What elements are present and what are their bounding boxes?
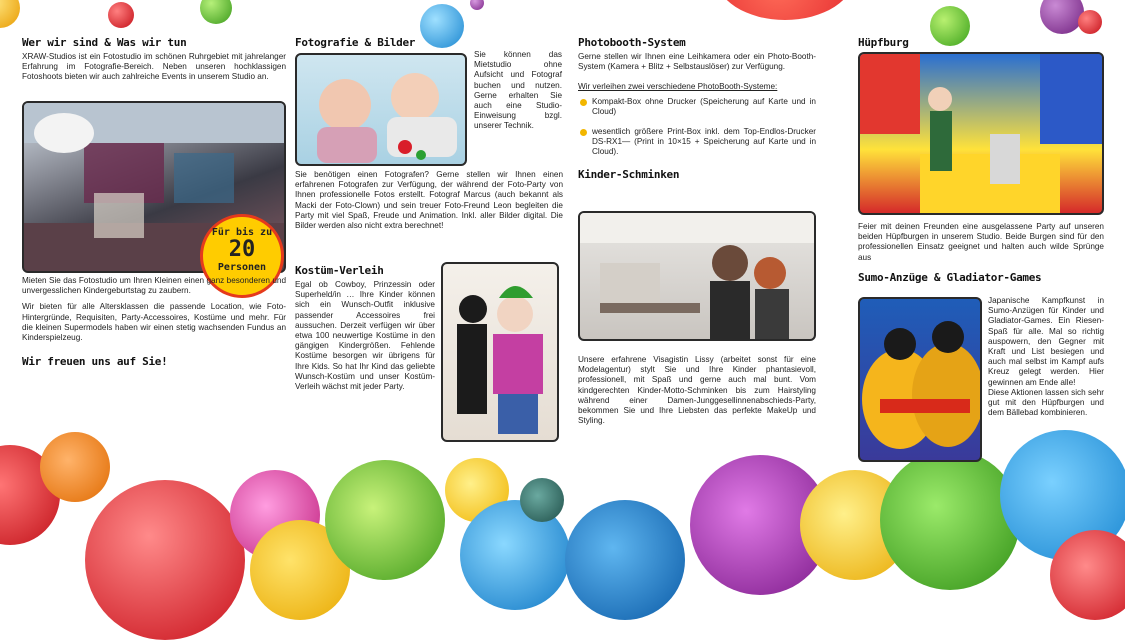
ball-decoration (470, 0, 484, 10)
photography-body-text: Sie benötigen einen Fotografen? Gerne stellen wir Ihnen einen erfahrenen Fotografen zur Verfügung, der während der Foto-Party von Ihnen professionelle Fotos erstellt. Fotograf Marcus (auch bekannt als Macki der Foto-Clown) und sein treuer Foto-Freund Leon begleiten die Party mit viel Spaß, Freude und Animation. Inkl. aller Bilder digital. Die Bilder werden also nicht extra berechnet! (295, 170, 563, 231)
ball-decoration (325, 460, 445, 580)
photobooth-item: Kompakt-Box ohne Drucker (Speicherung auf Karte und in Cloud) (578, 97, 816, 117)
heading-photography: Fotografie & Bilder (295, 36, 416, 49)
about-para3: Wir bieten für alle Altersklassen die passende Location, wie Foto-Hintergründe, Requisiten, Party-Accessoires, Kostüme und mehr. Für die kleinen Supermodels haben wir einen stetig wachsenden Fundus an Kinderspielzeug. (22, 302, 286, 343)
ball-decoration (0, 0, 20, 28)
heading-photobooth: Photobooth-System (578, 36, 686, 49)
heading-costume: Kostüm-Verleih (295, 264, 384, 277)
ball-decoration (108, 2, 134, 28)
column-about-lower (22, 276, 286, 371)
sumo-text: Japanische Kampfkunst in Sumo-Anzügen für Kinder und Gladiator-Games. Ein Riesen-Spaß für alle. Mal so richtig auspowern, den Gegner mit Kraft und List besiegen und auch mal selbst im Kampf aufs Kreuz gelegt werden. Hier gewinnen am Ende alle! (988, 296, 1104, 387)
photography-side (474, 50, 562, 138)
costume-section (295, 264, 435, 398)
photography-body (295, 170, 563, 237)
makeup-photo (578, 211, 816, 341)
photobooth-intro: Gerne stellen wir Ihnen eine Leihkamera oder ein Photo-Booth-System (Kamera + Blitz + Selbstauslöser) zur Verfügung. (578, 52, 816, 72)
column-bouncy (858, 36, 1104, 52)
badge-line1: Für bis zu (211, 227, 273, 238)
heading-bouncy: Hüpfburg (858, 36, 909, 49)
heading-sumo: Sumo-Anzüge & Gladiator-Games (858, 270, 1042, 284)
column-photobooth (578, 36, 816, 184)
ball-decoration (40, 432, 110, 502)
photobooth-item: wesentlich größere Print-Box inkl. dem Top-Endlos-Drucker DS-RX1— (Print in 10×15 + Speicherung auf Karte und in Cloud). (578, 127, 816, 158)
sumo-section (988, 296, 1104, 424)
about-para2: Mieten Sie das Fotostudio um Ihren Kleinen einen ganz besonderen und unvergesslichen Kindergeburtstag zu zaubern. (22, 276, 286, 296)
badge-number: 20 (228, 237, 256, 262)
ball-decoration (1078, 10, 1102, 34)
ball-decoration (715, 0, 855, 20)
sumo-text2: Diese Aktionen lassen sich sehr gut mit den Hüpfburgen und dem Bällebad kombinieren. (988, 387, 1104, 418)
heading-makeup: Kinder-Schminken (578, 167, 680, 181)
makeup-text: Unsere erfahrene Visagistin Lissy (arbeitet sonst für eine Modelagentur) stylt Sie und Ihre Kinder phantasievoll, professionell, mit Spaß und gerne auch mal bunt. Vom kindgerechten Kinder-Motto-Schminken bis zum Hairstyling während einer Damen-Junggesellinnenabschieds-Party, bekommen Sie und Ihre Liebsten das perfekte MakeUp und Styling. (578, 355, 816, 426)
babies-photo (295, 53, 467, 166)
bouncy-text-block (858, 222, 1104, 287)
ball-decoration (1050, 530, 1125, 620)
heading-closing: Wir freuen uns auf Sie! (22, 355, 168, 369)
about-intro: XRAW-Studios ist ein Fotostudio im schönen Ruhrgebiet mit jahrelanger Erfahrung im Fotografie-Bereich. Neben unseren hochklassigen Fotoshoots bieten wir auch zahlreiche Events in unserem Studio an. (22, 52, 286, 82)
ball-decoration (565, 500, 685, 620)
photography-side-text: Sie können das Mietstudio ohne Aufsicht und Fotograf buchen und nutzen. Gerne erhalten Sie auch eine Studio-Einweisung bzgl. unserer Technik. (474, 50, 562, 131)
badge-line2: Personen (217, 262, 267, 273)
column-about (22, 36, 286, 89)
makeup-section (578, 355, 816, 432)
sumo-photo (858, 297, 982, 462)
ball-decoration (200, 0, 232, 24)
costume-text: Egal ob Cowboy, Prinzessin oder Superheld/in … Ihre Kinder können sich ein Wunsch-Outfit inklusive passender Accessoires frei aussuchen. Derzeit verfügen wir über etwa 100 neuwertige Kostüme in den gängigen Kindergrößen. Fehlende Kostüme besorgen wir übrigens für Ihre Kids. So hat Ihr Kind das geliebte Wunsch-Kostüm und unser Kostüm-Verleih wächst mit jeder Party. (295, 280, 435, 392)
ball-decoration (520, 478, 564, 522)
ball-decoration (1040, 0, 1084, 34)
bouncy-castle-photo (858, 52, 1104, 215)
bouncy-text: Feier mit deinen Freunden eine ausgelassene Party auf unseren beiden Hüpfburgen in unserem Studio. Beide Burgen sind für den professionellen Einsatz geeignet und halten auch wilde Sprünge aus (858, 222, 1104, 262)
ball-decoration (85, 480, 245, 640)
costume-photo (441, 262, 559, 442)
photobooth-subheading: Wir verleihen zwei verschiedene PhotoBooth-Systeme: (578, 82, 778, 92)
heading-about: Wer wir sind & Was wir tun (22, 36, 187, 49)
photobooth-list (578, 97, 816, 158)
ball-decoration (880, 450, 1020, 590)
